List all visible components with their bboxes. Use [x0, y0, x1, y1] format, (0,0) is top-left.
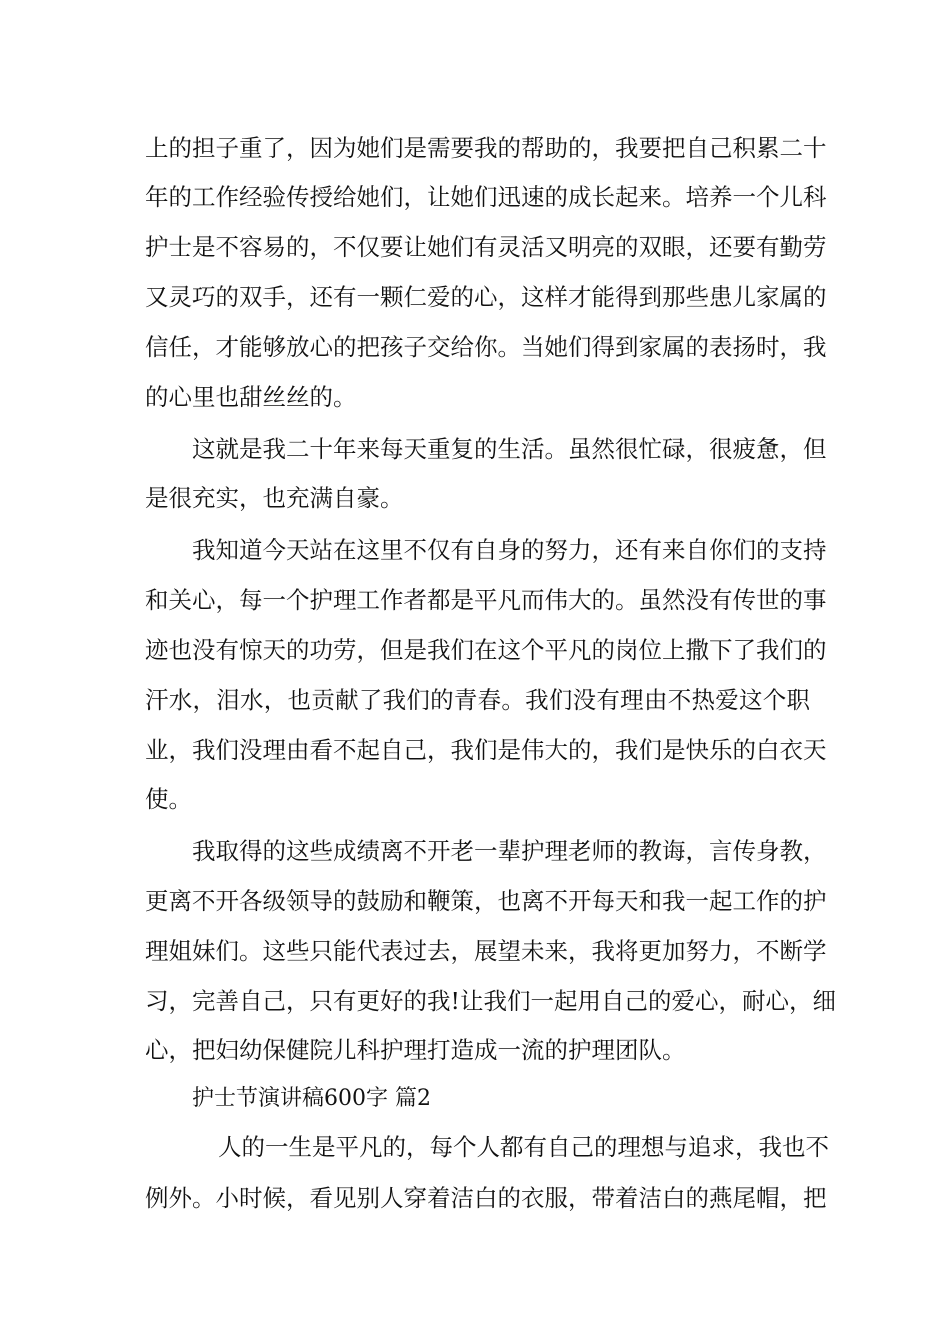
text-line: 的心里也甜丝丝的。 — [145, 383, 357, 411]
text-line: 这就是我二十年来每天重复的生活。虽然很忙碌，很疲惫，但 — [192, 435, 827, 463]
section-heading: 护士节演讲稿600字 篇2 — [192, 1086, 431, 1111]
text-line: 理姐妹们。这些只能代表过去，展望未来，我将更加努力，不断学 — [145, 937, 827, 965]
text-line: 人的一生是平凡的，每个人都有自己的理想与追求，我也不 — [218, 1133, 829, 1161]
text-line: 上的担子重了，因为她们是需要我的帮助的，我要把自己积累二十 — [145, 134, 827, 162]
text-line: 心，把妇幼保健院儿科护理打造成一流的护理团队。 — [145, 1036, 686, 1064]
text-line: 业，我们没理由看不起自己，我们是伟大的，我们是快乐的白衣天 — [145, 736, 827, 764]
text-line: 例外。小时候，看见别人穿着洁白的衣服，带着洁白的燕尾帽，把 — [145, 1184, 827, 1212]
text-line: 习，完善自己，只有更好的我!让我们一起用自己的爱心，耐心，细 — [145, 987, 836, 1015]
text-line: 使。 — [145, 785, 192, 813]
text-line: 和关心，每一个护理工作者都是平凡而伟大的。虽然没有传世的事 — [145, 586, 827, 614]
text-line: 迹也没有惊天的功劳，但是我们在这个平凡的岗位上撒下了我们的 — [145, 636, 827, 664]
text-line: 更离不开各级领导的鼓励和鞭策，也离不开每天和我一起工作的护 — [145, 887, 827, 915]
text-line: 护士是不容易的，不仅要让她们有灵活又明亮的双眼，还要有勤劳 — [145, 233, 827, 261]
text-line: 是很充实，也充满自豪。 — [145, 484, 404, 512]
text-line: 信任，才能够放心的把孩子交给你。当她们得到家属的表扬时，我 — [145, 333, 827, 361]
text-line: 我知道今天站在这里不仅有自身的努力，还有来自你们的支持 — [192, 536, 827, 564]
text-line: 我取得的这些成绩离不开老一辈护理老师的教诲，言传身教， — [192, 837, 827, 865]
text-line: 汗水，泪水，也贡献了我们的青春。我们没有理由不热爱这个职 — [145, 686, 810, 714]
text-line: 年的工作经验传授给她们，让她们迅速的成长起来。培养一个儿科 — [145, 183, 827, 211]
text-line: 又灵巧的双手，还有一颗仁爱的心，这样才能得到那些患儿家属的 — [145, 283, 827, 311]
